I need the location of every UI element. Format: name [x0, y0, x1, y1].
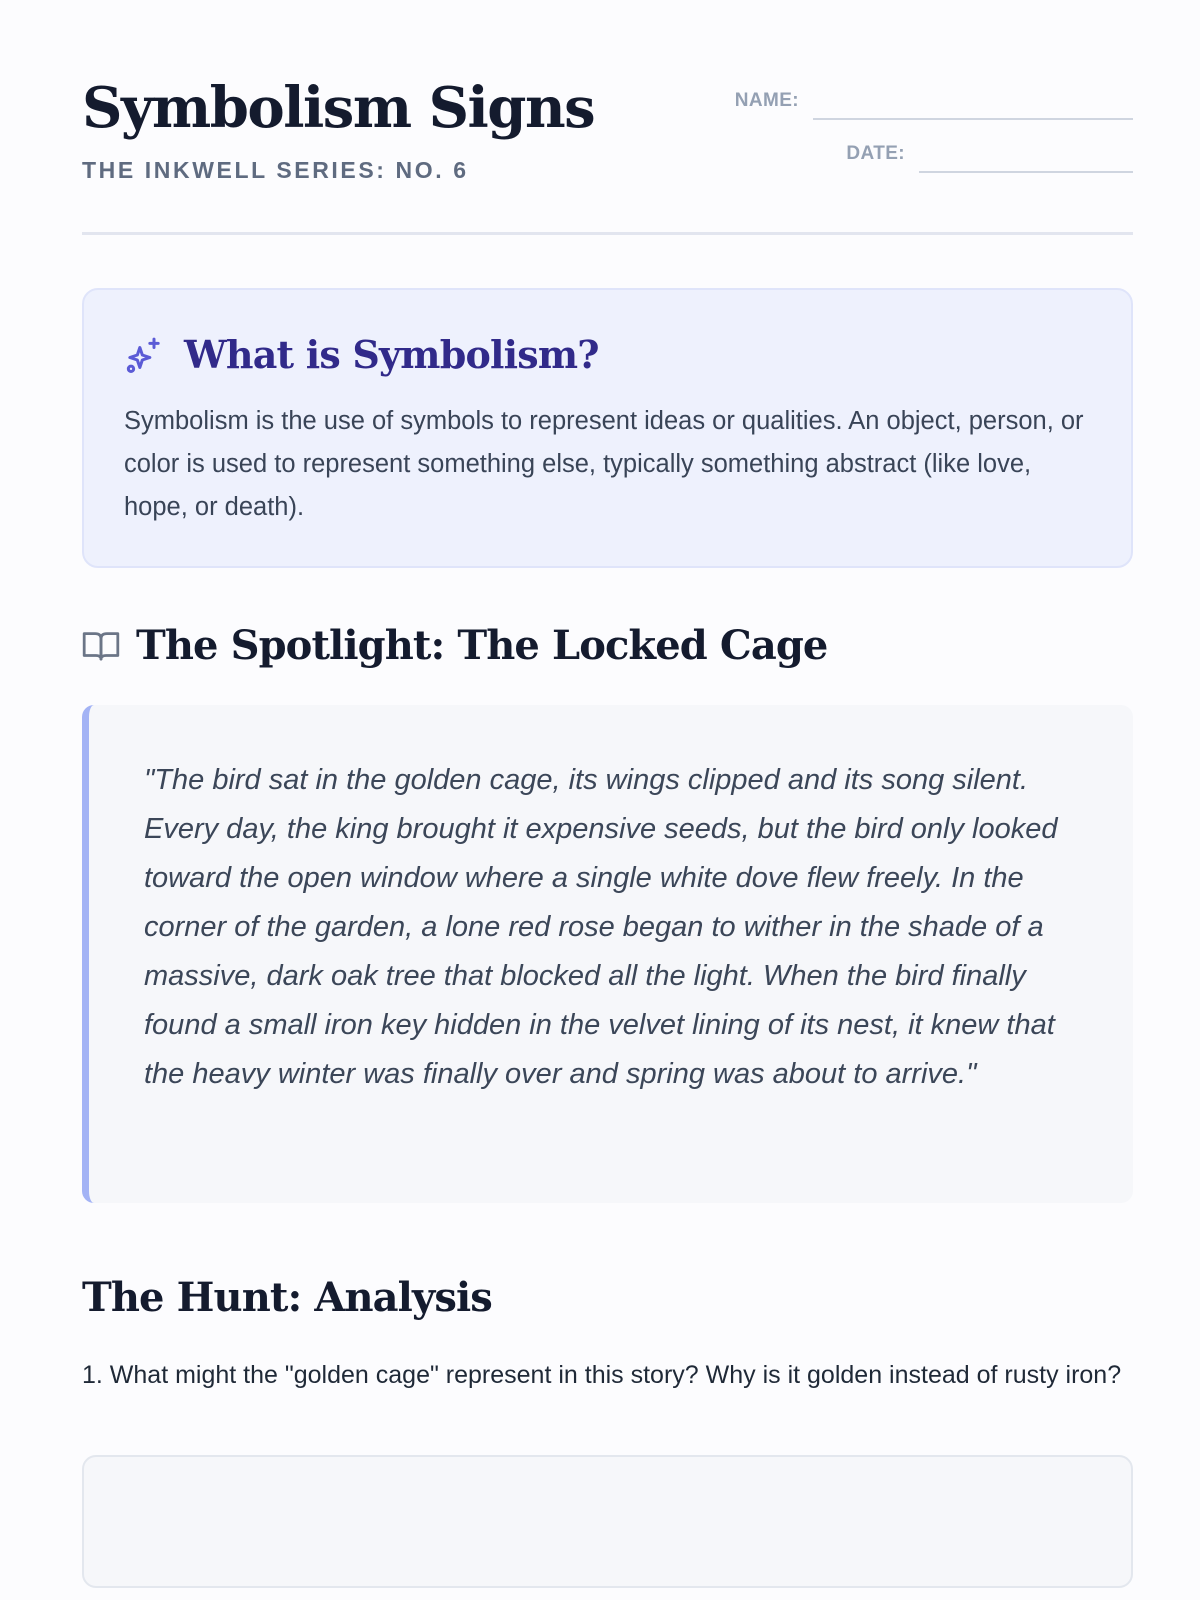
book-open-icon [82, 629, 120, 663]
worksheet-title: Symbolism Signs [82, 75, 595, 141]
date-field [846, 141, 1133, 173]
date-input-line[interactable] [919, 141, 1133, 173]
answer-box-1[interactable] [82, 1455, 1133, 1588]
spotlight-title: The Spotlight: The Locked Cage [136, 622, 828, 669]
definition-text: Symbolism is the use of symbols to represent ideas or qualities. An object, person, or color is used to represent something else, typically something abstract (like love, hope, or death). [124, 407, 1084, 521]
question-1: 1. What might the "golden cage" represent in this story? Why is it golden instead of rusty iron? [82, 1361, 1122, 1389]
definition-heading [124, 332, 599, 377]
story-passage [82, 705, 1133, 1203]
name-field [735, 88, 1133, 120]
spotlight-heading [82, 622, 827, 669]
name-input-line[interactable] [813, 88, 1133, 120]
definition-title: What is Symbolism? [184, 332, 599, 377]
worksheet-subtitle: THE INKWELL SERIES: NO. 6 [82, 157, 469, 183]
story-passage-text: "The bird sat in the golden cage, its wings clipped and its song silent. Every day, the king brought it expensive seeds, but the bird only looked toward the open window where a single white dove flew freely. In the corner of the garden, a lone red rose began to wither in the shade of a massive, dark oak tree that blocked all the light. When the bird finally found a small iron key hidden in the velvet lining of its nest, it knew that the heavy winter was finally over and spring was about to arrive." [144, 764, 1058, 1090]
worksheet-header [82, 0, 1133, 235]
definition-card [82, 288, 1133, 568]
analysis-title: The Hunt: Analysis [82, 1274, 492, 1321]
name-label: NAME: [734, 90, 799, 111]
sparkle-icon [124, 335, 164, 375]
date-label: DATE: [846, 143, 905, 164]
worksheet-page [82, 0, 1133, 1389]
